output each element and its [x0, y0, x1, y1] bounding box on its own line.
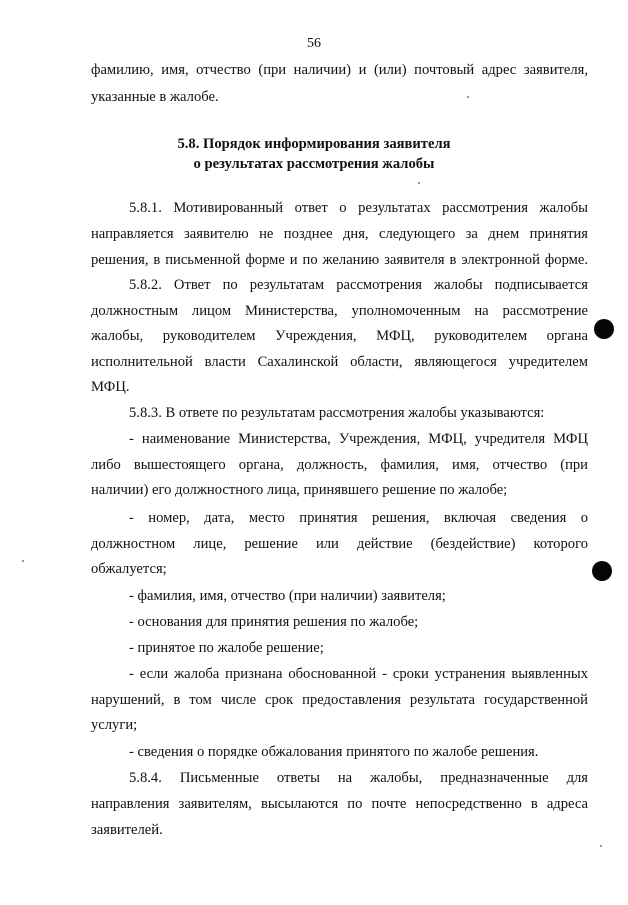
paragraph-line: решения, в письменной форме и по желанию заявителя в электронной форме. [91, 252, 588, 268]
paragraph-line: 5.8.1. Мотивированный ответ о результатах рассмотрения жалобы [129, 200, 588, 216]
paragraph-line: 5.8.3. В ответе по результатам рассмотрения жалобы указываются: [129, 405, 545, 421]
list-item: - принятое по жалобе решение; [129, 640, 324, 656]
paragraph-line: исполнительной власти Сахалинской области, являющегося учредителем [91, 354, 588, 370]
list-item: - основания для принятия решения по жалобе; [129, 614, 419, 630]
scan-speck [22, 560, 24, 562]
list-item: - наименование Министерства, Учреждения, МФЦ, учредителя МФЦ [129, 431, 588, 447]
punch-hole-mark [592, 561, 612, 581]
list-item: услуги; [91, 717, 138, 733]
list-item: наличии) его должностного лица, принявшего решение по жалобе; [91, 482, 508, 498]
punch-hole-mark [594, 319, 614, 339]
list-item: - если жалоба признана обоснованной - сроки устранения выявленных [129, 666, 588, 682]
list-item: либо вышестоящего органа, должность, фамилия, имя, отчество (при [91, 457, 588, 473]
scan-speck [467, 96, 469, 98]
section-title: 5.8. Порядок информирования заявителя [177, 136, 451, 152]
paragraph-line: 5.8.4. Письменные ответы на жалобы, предназначенные для [129, 770, 588, 786]
section-title: о результатах рассмотрения жалобы [193, 156, 435, 172]
paragraph-line: 5.8.2. Ответ по результатам рассмотрения жалобы подписывается [129, 277, 588, 293]
list-item: - фамилия, имя, отчество (при наличии) заявителя; [129, 588, 446, 604]
paragraph-line: заявителей. [91, 822, 163, 838]
intro-line: указанные в жалобе. [91, 89, 219, 105]
paragraph-line: МФЦ. [91, 379, 130, 395]
list-item: - сведения о порядке обжалования принятого по жалобе решения. [129, 744, 539, 760]
list-item: обжалуется; [91, 561, 167, 577]
list-item: должностном лице, решение или действие (бездействие) которого [91, 536, 588, 552]
scan-speck [600, 845, 602, 847]
paragraph-line: направления заявителям, высылаются по почте непосредственно в адреса [91, 796, 588, 812]
page-number: 56 [307, 36, 321, 51]
list-item: - номер, дата, место принятия решения, включая сведения о [129, 510, 588, 526]
list-item: нарушений, в том числе срок предоставления результата государственной [91, 692, 588, 708]
scan-speck [418, 182, 420, 184]
paragraph-line: жалобы, руководителем Учреждения, МФЦ, руководителем органа [91, 328, 588, 344]
paragraph-line: должностным лицом Министерства, уполномоченным на рассмотрение [91, 303, 588, 319]
paragraph-line: направляется заявителю не позднее дня, следующего за днем принятия [91, 226, 588, 242]
intro-line: фамилию, имя, отчество (при наличии) и (или) почтовый адрес заявителя, [91, 62, 588, 78]
